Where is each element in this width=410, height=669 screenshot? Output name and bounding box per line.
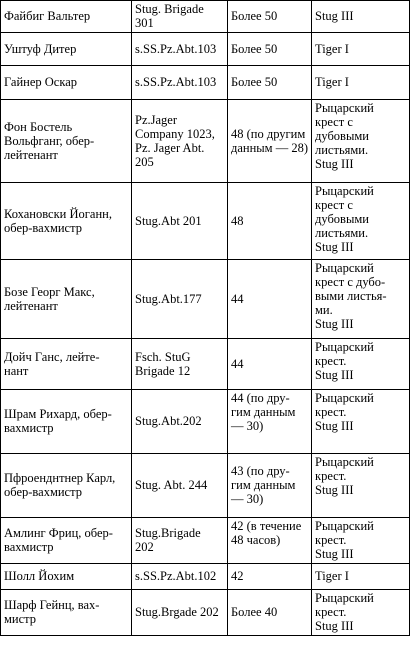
cell-text: Шарф Гейнц, вах- мистр: [4, 598, 100, 626]
cell-text: Stug.Brigade 202: [135, 526, 201, 554]
table-row: [1, 518, 410, 564]
cell-text: Stug.Abt 201: [135, 213, 202, 228]
award-vehicle-cell: [312, 1, 410, 33]
cell-text: Tiger I: [315, 569, 349, 583]
name-cell: [1, 564, 132, 590]
kills-cell: [228, 564, 312, 590]
unit-cell: [132, 339, 228, 390]
cell-text: Рыцарский крест. Stug III: [315, 591, 374, 633]
name-cell: [1, 183, 132, 260]
cell-text: Tiger I: [315, 75, 349, 89]
cell-text: 42: [231, 569, 244, 583]
unit-cell: [132, 66, 228, 100]
cell-text: Рыцарский крест. Stug III: [315, 455, 374, 497]
cell-text: 44 (по дру- гим данным — 30): [231, 391, 296, 433]
unit-cell: [132, 390, 228, 454]
kills-cell: [228, 183, 312, 260]
kills-cell: [228, 518, 312, 564]
cell-text: Pz.Jager Company 1023, Pz. Jager Abt. 205: [135, 112, 215, 169]
cell-text: Более 50: [231, 75, 278, 89]
cell-text: Кохановски Йоганн, обер-вахмистр: [4, 206, 112, 235]
kills-cell: [228, 590, 312, 636]
table-row: [1, 454, 410, 518]
cell-text: Stug. Abt. 244: [135, 478, 208, 492]
award-vehicle-cell: [312, 66, 410, 100]
cell-text: Рыцарский крест с дубовыми листьями. Stug III: [315, 101, 374, 171]
cell-text: Stug.Abt.177: [135, 291, 202, 306]
table-body: [1, 1, 410, 636]
kills-cell: [228, 390, 312, 454]
name-cell: [1, 590, 132, 636]
table-row: [1, 100, 410, 183]
name-cell: [1, 339, 132, 390]
table-row: [1, 183, 410, 260]
award-vehicle-cell: [312, 100, 410, 183]
cell-text: 44: [231, 291, 244, 306]
cell-text: Файбиг Вальтер: [4, 9, 91, 23]
table-row: [1, 390, 410, 454]
name-cell: [1, 260, 132, 339]
name-cell: [1, 1, 132, 33]
unit-cell: [132, 100, 228, 183]
table-row: [1, 564, 410, 590]
name-cell: [1, 390, 132, 454]
table-row: [1, 339, 410, 390]
cell-text: Гайнер Оскар: [4, 75, 78, 89]
kills-cell: [228, 260, 312, 339]
unit-cell: [132, 564, 228, 590]
name-cell: [1, 33, 132, 66]
cell-text: Дойч Ганс, лейте- нант: [4, 349, 100, 378]
cell-text: Tiger I: [315, 41, 349, 56]
unit-cell: [132, 518, 228, 564]
cell-text: s.SS.Pz.Abt.102: [135, 569, 217, 583]
cell-text: 42 (в течение 48 часов): [231, 519, 302, 547]
table-row: [1, 66, 410, 100]
award-vehicle-cell: [312, 260, 410, 339]
kills-cell: [228, 66, 312, 100]
table-row: [1, 33, 410, 66]
cell-text: Шрам Рихард, обер- вахмистр: [4, 407, 112, 435]
cell-text: Рыцарский крест. Stug III: [315, 519, 374, 561]
name-cell: [1, 100, 132, 183]
cell-text: Шолл Йохим: [4, 569, 75, 583]
cell-text: Более 40: [231, 605, 278, 619]
award-vehicle-cell: [312, 518, 410, 564]
unit-cell: [132, 260, 228, 339]
cell-text: Амлинг Фриц, обер- вахмистр: [4, 526, 113, 554]
cell-text: Рыцарский крест. Stug III: [315, 391, 374, 433]
cell-text: Fsch. StuG Brigade 12: [135, 349, 191, 378]
table-row: [1, 590, 410, 636]
cell-text: Фон Бостель Вольфганг, обер- лейтенант: [4, 119, 95, 162]
cell-text: Рыцарский крест с дубовыми листьями. Stug III: [315, 184, 374, 254]
name-cell: [1, 66, 132, 100]
award-vehicle-cell: [312, 590, 410, 636]
unit-cell: [132, 33, 228, 66]
kills-cell: [228, 1, 312, 33]
cell-text: Бозе Георг Макс, лейтенант: [4, 284, 95, 313]
award-vehicle-cell: [312, 564, 410, 590]
cell-text: 44: [231, 356, 244, 371]
cell-text: Рыцарский крест. Stug III: [315, 340, 374, 382]
award-vehicle-cell: [312, 33, 410, 66]
unit-cell: [132, 454, 228, 518]
name-cell: [1, 518, 132, 564]
unit-cell: [132, 1, 228, 33]
award-vehicle-cell: [312, 390, 410, 454]
cell-text: Stug III: [315, 9, 354, 23]
kills-cell: [228, 339, 312, 390]
name-cell: [1, 454, 132, 518]
cell-text: Stug.Brgade 202: [135, 605, 219, 619]
cell-text: Рыцарский крест с дубо- выми листья- ми. Stug III: [315, 261, 387, 331]
cell-text: s.SS.Pz.Abt.103: [135, 75, 217, 89]
cell-text: Пфроенднтнер Карл, обер-вахмистр: [4, 471, 116, 499]
kills-cell: [228, 100, 312, 183]
table-row: [1, 260, 410, 339]
kills-cell: [228, 33, 312, 66]
cell-text: Stug. Brigade 301: [135, 2, 204, 30]
cell-text: Уштуф Дитер: [4, 41, 77, 56]
kills-cell: [228, 454, 312, 518]
cell-text: Stug.Abt.202: [135, 414, 202, 428]
table-row: [1, 1, 410, 33]
cell-text: s.SS.Pz.Abt.103: [135, 41, 217, 56]
cell-text: 48: [231, 213, 244, 228]
cell-text: 48 (по другим данным — 28): [231, 126, 309, 155]
unit-cell: [132, 590, 228, 636]
cell-text: 43 (по дру- гим данным — 30): [231, 464, 296, 506]
cell-text: Более 50: [231, 9, 278, 23]
cell-text: Более 50: [231, 41, 278, 56]
unit-cell: [132, 183, 228, 260]
award-vehicle-cell: [312, 454, 410, 518]
award-vehicle-cell: [312, 183, 410, 260]
award-vehicle-cell: [312, 339, 410, 390]
